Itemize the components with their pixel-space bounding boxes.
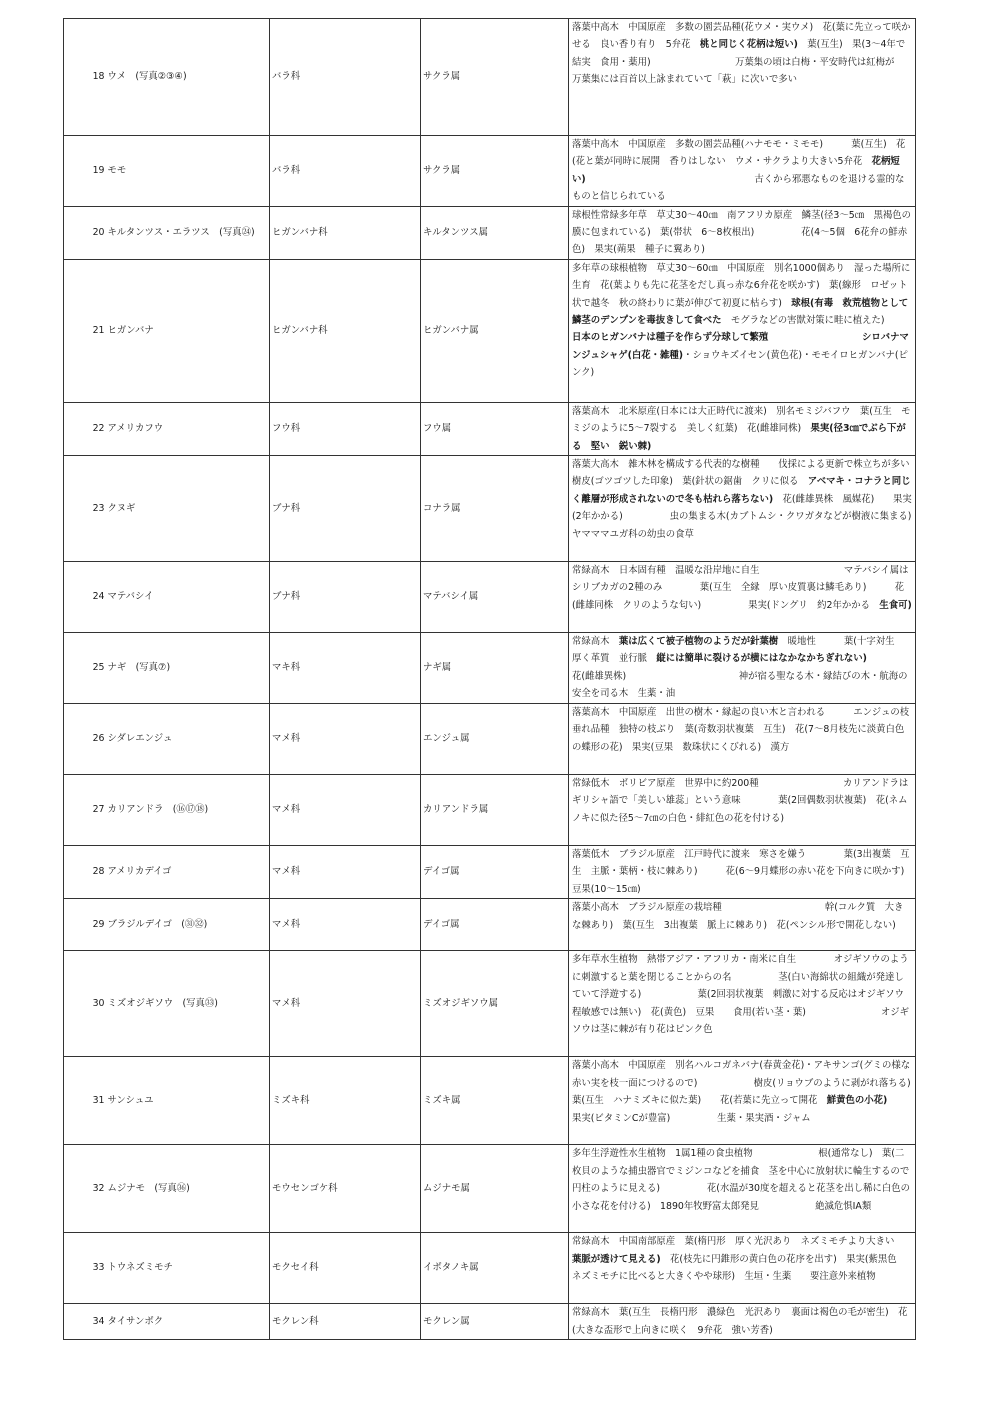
description-bold-text: 桃と同じく花柄は短い) (699, 39, 798, 51)
table-row (64, 846, 916, 899)
description-text: 常緑高木 葉(互生 長楕円形 濃緑色 光沢あり 裏面は褐色の毛が密生) 花(大きな盃形で上向きに咲く 9弁花 強い芳香) (572, 1307, 908, 1336)
description-text: 果実(ビタミンCが豊富) 生薬・果実酒・ジャム (572, 1095, 916, 1124)
plant-description (569, 1057, 949, 1145)
plant-description (569, 402, 916, 455)
description-text: 古くから邪悪なものを退ける霊的なものと信じられている (572, 173, 905, 203)
row-number: 33 (64, 1233, 106, 1304)
row-number: 34 (64, 1304, 106, 1340)
plant-family: フウ科 (270, 402, 421, 455)
plant-genus: カリアンドラ属 (421, 775, 569, 846)
table-row (64, 562, 916, 633)
description-text: 落葉高木 北米原産(日本には大正時代に渡来) 別名モミジバフウ 葉(互生 モミジのように5～7裂する 美しく紅葉) 花(雌雄同株) (572, 405, 911, 435)
plant-genus: サクラ属 (421, 19, 569, 136)
table-row (64, 1057, 916, 1145)
plant-name: ブラジルデイゴ (㉛㉜) (106, 899, 270, 951)
description-text: 暖地性 葉(十字対生 厚く革質 並行脈 (572, 636, 904, 665)
plant-family: モクセイ科 (270, 1233, 421, 1304)
plant-description (569, 1145, 916, 1233)
plant-genus: デイゴ属 (421, 846, 569, 899)
description-text (768, 332, 862, 343)
plant-description (569, 775, 916, 846)
row-number: 20 (64, 206, 106, 259)
plant-name: カリアンドラ (⑯⑰⑱) (106, 775, 270, 846)
plant-description (569, 633, 916, 704)
description-text: 常緑高木 日本固有種 温暖な沿岸地に自生 マテバシイ属はシリブカガの2種のみ 葉(互生 全縁 厚い皮質裏は鱗毛あり) 花(雌雄同株 クリのような匂い) 果実(ドングリ 約2年かかる (572, 565, 909, 611)
description-text: 多年草水生植物 熱帯アジア・アフリカ・南米に自生 オジギソウのように刺激すると葉を閉じることからの名 茎(白い海綿状の組織が発達していて浮遊する) 葉(2回羽状複葉 刺激に対する反応はオジギソウ程敏感では無い) 花(黄色) 豆果 食用(若い茎・葉) オジギソウは茎に棘が有り花はピンク色 (572, 954, 910, 1035)
plant-list-sheet (63, 18, 960, 1340)
plant-genus: ムジナモ属 (421, 1145, 569, 1233)
plant-genus: モクレン属 (421, 1304, 569, 1340)
row-number: 23 (64, 456, 106, 562)
description-text: 常緑高木 (572, 636, 619, 648)
plant-name: ナギ (写真⑦) (106, 633, 270, 704)
row-number: 29 (64, 899, 106, 951)
plant-table (63, 18, 960, 1340)
plant-family: モクレン科 (270, 1304, 421, 1340)
description-bold-text: 花柄短い) (572, 156, 900, 185)
description-text: 花(雌雄異株) 神が宿る聖なる木・縁結びの木・航海の安全を司る木 生薬・油 (572, 653, 908, 700)
plant-name: ミズオジギソウ (写真㉝) (106, 951, 270, 1057)
description-text: 落葉中高木 中国原産 多数の園芸品種(花ウメ・実ウメ) 花(葉に先立って咲かせる 良い香り有り 5弁花 (572, 22, 911, 51)
plant-name: クヌギ (106, 456, 270, 562)
description-text: 落葉小高木 中国原産 別名ハルコガネバナ(春黄金花)・アキサンゴ(グミの様な赤い実を枝一面につけるので) 樹皮(リョウブのように剥がれ落ちる) 葉(互生 ハナミズキに似た葉) 花(若葉に先立って開花 (572, 1060, 949, 1107)
plant-genus: ナギ属 (421, 633, 569, 704)
description-text: ・ショウキズイセン(黄色花)・モモイロヒガンバナ(ピンク) (572, 349, 908, 379)
plant-description (569, 206, 916, 259)
table-row (64, 1145, 916, 1233)
plant-name: サンシュユ (106, 1057, 270, 1145)
plant-family: マメ科 (270, 846, 421, 899)
description-bold-text: 縦には簡単に裂けるが横にはなかなかちぎれない) (656, 653, 867, 665)
plant-name: シダレエンジュ (106, 704, 270, 775)
table-row (64, 402, 916, 455)
row-number: 32 (64, 1145, 106, 1233)
plant-description (569, 136, 916, 207)
table-row (64, 951, 916, 1057)
plant-name: アメリカデイゴ (106, 846, 270, 899)
plant-description (569, 704, 916, 775)
table-row (64, 633, 916, 704)
table-row (64, 704, 916, 775)
plant-genus: フウ属 (421, 402, 569, 455)
plant-family: ミズキ科 (270, 1057, 421, 1145)
plant-description (569, 846, 942, 899)
plant-name: モモ (106, 136, 270, 207)
row-number: 24 (64, 562, 106, 633)
plant-genus: ミズキ属 (421, 1057, 569, 1145)
row-number: 26 (64, 704, 106, 775)
description-bold-text: 果実(径3㎝でぶら下がる 堅い 鋭い棘) (572, 423, 906, 452)
table-row (64, 19, 916, 136)
description-text: 常緑高木 中国南部原産 葉(楕円形 厚く光沢あり ネズミモチより大きい (572, 1236, 904, 1248)
description-bold-text: 生食可) (879, 599, 912, 611)
plant-genus: イボタノキ属 (421, 1233, 569, 1304)
plant-name: ヒガンバナ (106, 259, 270, 402)
plant-family: マメ科 (270, 899, 421, 951)
description-bold-text: アベマキ・コナラと同じく離層が形成されないので冬も枯れら落ちない) (572, 476, 911, 505)
row-number: 31 (64, 1057, 106, 1145)
plant-genus: ヒガンバナ属 (421, 259, 569, 402)
plant-family: ブナ科 (270, 456, 421, 562)
row-number: 18 (64, 19, 106, 136)
table-row (64, 1233, 916, 1304)
plant-family: マメ科 (270, 704, 421, 775)
description-text: 落葉大高木 雑木林を構成する代表的な樹種 伐採による更新で株立ちが多い 樹皮(ゴツゴツした印象) 葉(針状の鋸歯 クリに似る (572, 459, 919, 488)
plant-description (569, 951, 916, 1057)
description-text: 葉(互生) 果(3～4年で結実 食用・薬用) 万葉集の頃は白梅・平安時代は紅梅が 万葉集には百首以上詠まれていて「萩」に次いで多い (572, 39, 906, 86)
description-text: 球根性常緑多年草 草丈30～40㎝ 南アフリカ原産 鱗茎(径3～5㎝ 黒褐色の膜に包まれている) 葉(帯状 6～8枚根出) 花(4～5個 6花弁の鮮赤色) 果実(蒴果 種子に翼あり) (572, 209, 911, 256)
plant-genus: ミズオジギソウ属 (421, 951, 569, 1057)
plant-name: キルタンツス・エラツス (写真㉔) (106, 206, 270, 259)
plant-name: アメリカフウ (106, 402, 270, 455)
plant-name: ムジナモ (写真㊱) (106, 1145, 270, 1233)
plant-description (569, 456, 949, 562)
plant-genus: キルタンツス属 (421, 206, 569, 259)
plant-family: マメ科 (270, 951, 421, 1057)
description-text: 多年生浮遊性水生植物 1属1種の食虫植物 根(通常なし) 葉(二枚貝のような捕虫器官でミジンコなどを捕食 茎を中心に放射状に輪生するので円柱のように見える) 花(水温が30度を超えると花茎を出し稀に白色の小さな花を付ける) 1890年牧野富太郎発見 絶滅危惧IA類 (572, 1148, 910, 1212)
plant-family: ブナ科 (270, 562, 421, 633)
plant-name: ウメ (写真②③④) (106, 19, 270, 136)
plant-family: ヒガンバナ科 (270, 206, 421, 259)
plant-description (569, 259, 960, 402)
plant-genus: デイゴ属 (421, 899, 569, 951)
plant-name: マテバシイ (106, 562, 270, 633)
table-row (64, 456, 916, 562)
description-text: モグラなどの害獣対策に畦に植えた) (721, 315, 960, 327)
plant-genus: エンジュ属 (421, 704, 569, 775)
plant-name: トウネズミモチ (106, 1233, 270, 1304)
plant-description (569, 899, 916, 951)
plant-genus: コナラ属 (421, 456, 569, 562)
plant-description (569, 1304, 916, 1340)
row-number: 19 (64, 136, 106, 207)
plant-description (569, 1233, 916, 1304)
row-number: 27 (64, 775, 106, 846)
description-bold-text: 日本のヒガンバナは種子を作らず分球して繁殖 (572, 332, 769, 344)
table-row (64, 775, 916, 846)
description-bold-text: 葉脈が透けて見える) (572, 1253, 661, 1265)
table-row (64, 136, 916, 207)
description-text: 花(雌雄異株 風媒花) 果実(2年かかる) 虫の集まる木(カブトムシ・クワガタなどが樹液に集まる) ヤマママユガ科の幼虫の食草 (572, 493, 949, 540)
row-number: 28 (64, 846, 106, 899)
description-text: 多年草の球根植物 草丈30～60㎝ 中国原産 別名1000個あり 湿った場所に生育 花(葉よりも先に花茎をだし真っ赤な6弁花を咲かす) 葉(線形 ロゼット状で越冬 秋の終わりに葉が伸びて初夏に枯らす) (572, 262, 911, 309)
description-text: 常緑低木 ボリビア原産 世界中に約200種 カリアンドラはギリシャ語で「美しい雄蕊」という意味 葉(2回偶数羽状複葉) 花(ネムノキに似た径5～7㎝の白色・緋紅色の花を付ける) (572, 778, 909, 824)
plant-family: マメ科 (270, 775, 421, 846)
row-number: 21 (64, 259, 106, 402)
description-bold-text: 葉は広くて被子植物のようだが針葉樹 (618, 636, 779, 648)
plant-family: ヒガンバナ科 (270, 259, 421, 402)
plant-name: タイサンボク (106, 1304, 270, 1340)
row-number: 22 (64, 402, 106, 455)
plant-description (569, 19, 916, 136)
plant-genus: サクラ属 (421, 136, 569, 207)
table-row (64, 259, 916, 402)
table-row (64, 206, 916, 259)
table-row (64, 1304, 916, 1340)
description-text: 落葉小高木 ブラジル原産の栽培種 幹(コルク質 大きな棘あり) 葉(互生 3出複葉 脈上に棘あり) 花(ペンシル形で開花しない) (572, 902, 904, 931)
description-text: 落葉高木 中国原産 出世の樹木・縁起の良い木と言われる エンジュの枝垂れ品種 独特の枝ぶり 葉(奇数羽状複葉 互生) 花(7～8月枝先に淡黄白色の蝶形の花) 果実(豆果 数珠状にくびれる) 漢方 (572, 707, 910, 753)
description-bold-text: 球根(有毒 救荒植物として鱗茎のデンプンを毒抜きして食べた (572, 297, 909, 327)
plant-family: バラ科 (270, 136, 421, 207)
description-text: 落葉低木 ブラジル原産 江戸時代に渡来 寒さを嫌う 葉(3出複葉 互生 主脈・葉柄・枝に棘あり) 花(6～9月蝶形の赤い花を下向きに咲かす) 豆果(10～15㎝) (572, 849, 942, 895)
plant-family: バラ科 (270, 19, 421, 136)
description-text: 落葉中高木 中国原産 多数の園芸品種(ハナモモ・ミモモ) 葉(互生) 花(花と葉が同時に展開 香りはしない ウメ・サクラより大きい5弁花 (572, 139, 906, 168)
row-number: 30 (64, 951, 106, 1057)
plant-description (569, 562, 916, 633)
table-row (64, 899, 916, 951)
plant-family: モウセンゴケ科 (270, 1145, 421, 1233)
row-number: 25 (64, 633, 106, 704)
description-bold-text: 鮮黄色の小花) (826, 1095, 888, 1107)
description-bold-text: シロバナマンジュシャゲ(白花・雑種) (572, 332, 909, 361)
description-text: 花(枝先に円錐形の黄白色の花序を出す) 果実(紫黒色 ネズミモチに比べると大きくやや球形) 生垣・生薬 要注意外来植物 (572, 1253, 907, 1283)
plant-table-body (64, 19, 960, 1340)
plant-family: マキ科 (270, 633, 421, 704)
plant-genus: マテバシイ属 (421, 562, 569, 633)
